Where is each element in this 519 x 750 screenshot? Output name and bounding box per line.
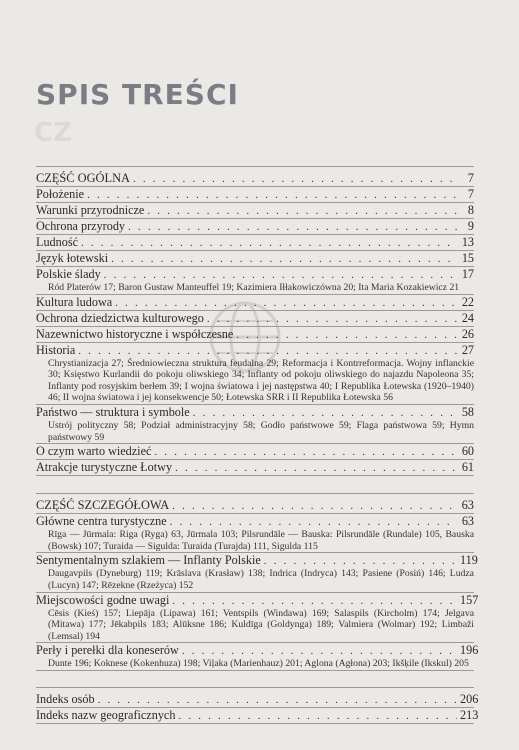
toc-entry xyxy=(36,444,474,460)
index-section xyxy=(36,687,479,724)
leader-dots xyxy=(193,406,457,421)
leader-dots xyxy=(81,236,457,251)
toc-entry-row[interactable] xyxy=(36,444,474,459)
toc-subentries: Cēsis (Kieś) 157; Liepāja (Lipawa) 161; Ventspils (Windawa) 169; Salaspils (Kircholm) 174; Jelgava (Mitawa) 177; Jēkabpils 183; Alūksne 186; Kuldīga (Goldynga) 189; Valmiera (Wolmar) 192; Limbaži (Lemsal) 194 xyxy=(48,607,474,642)
toc-entry-row[interactable] xyxy=(36,553,478,568)
toc-page-number: 60 xyxy=(461,444,474,459)
toc-label: Główne centra turystyczne xyxy=(36,514,167,529)
toc-heading-part2[interactable] xyxy=(36,498,474,514)
leader-dots xyxy=(111,252,457,267)
leader-dots xyxy=(175,461,457,476)
toc-label: CZĘŚĆ OGÓLNA xyxy=(36,171,130,185)
toc-page-number: 157 xyxy=(460,592,479,607)
part2-section xyxy=(36,493,479,671)
toc-entry-row[interactable] xyxy=(36,251,474,266)
leader-dots xyxy=(182,644,457,659)
toc-label: Miejscowości godne uwagi xyxy=(36,592,170,607)
toc-entry-row[interactable] xyxy=(36,219,474,234)
leader-dots xyxy=(264,554,457,569)
leader-dots xyxy=(170,515,457,530)
toc-page-number: 27 xyxy=(461,342,474,357)
toc-entry xyxy=(36,235,474,251)
leader-dots xyxy=(172,499,457,514)
toc-subentries: Ustrój polityczny 58; Podział administracyjny 58; Godło państwowe 59; Flaga państwowa 59; Hymn państwowy 59 xyxy=(48,419,474,443)
leader-dots xyxy=(87,188,457,203)
toc-page-number: 196 xyxy=(460,643,479,658)
part2-entries xyxy=(36,514,479,671)
toc-subentries: Dunte 196; Koknese (Kokenhuza) 198; Viļaka (Marienhauz) 201; Aglona (Agłona) 203; Ikšķile (Ikskul) 205 xyxy=(48,658,469,670)
toc-entry-row[interactable] xyxy=(36,187,474,202)
page-title: SPIS TREŚCI xyxy=(36,78,239,111)
toc-page-number: 24 xyxy=(461,310,474,325)
toc-label: Warunki przyrodnicze xyxy=(36,203,145,217)
toc-entry-row[interactable] xyxy=(36,514,474,529)
toc-page-number: 9 xyxy=(467,219,474,233)
ghost-text: CZ xyxy=(34,118,72,148)
toc-label: CZĘŚĆ SZCZEGÓŁOWA xyxy=(36,498,170,513)
toc-entry xyxy=(36,343,474,405)
toc-page-number: 63 xyxy=(461,498,474,513)
toc-entry xyxy=(36,219,474,235)
toc-page-number: 26 xyxy=(461,326,474,341)
toc-entry-row[interactable] xyxy=(36,343,474,358)
toc-subentries: Daugavpils (Dyneburg) 119; Krāslava (Krasław) 138; Indrica (Indryca) 143; Pasiene (Posiń) 146; Ludza (Lucyn) 147; Rēzekne (Rzeżyca) 152 xyxy=(48,568,474,591)
toc-label: Perły i perełki dla koneserów xyxy=(36,643,179,658)
toc-page-number: 13 xyxy=(461,235,474,249)
toc-label: Nazewnictwo historyczne i współczesne xyxy=(36,326,234,341)
leader-dots xyxy=(147,204,457,219)
toc-entry xyxy=(36,405,474,444)
toc-subentries: Ród Platerów 17; Baron Gustaw Manteuffel 19; Kazimiera Iłłakowiczówna 20; Ita Maria Kozakiewicz 21 xyxy=(48,282,460,293)
toc-entry xyxy=(36,514,474,553)
toc-entry-row[interactable] xyxy=(36,311,474,326)
toc-page-number: 22 xyxy=(461,294,474,309)
part1-section xyxy=(36,166,474,476)
toc-entry xyxy=(36,643,479,671)
toc-entry xyxy=(36,553,478,592)
toc-entry xyxy=(36,707,479,724)
leader-dots xyxy=(236,328,457,343)
toc-subentries: Chrystianizacja 27; Średniowieczna struktura feudalna 29; Reformacja i Kontrreformacja. Wojny inflanckie 30; Księstwo Kurlandii do pokoju oliwskiego 34; Inflanty od pokoju oliwskiego do najazdu Napoleona 35; Inflanty pod rosyjskim berłem 39; I wojna światowa i jej następstwa 40; I Republika Łotewska (1920–1940) 46; II wojna światowa i jej konsekwencje 50; Łotewska SRR i II Republika Łotewska 56 xyxy=(48,357,474,404)
toc-entry xyxy=(36,460,474,476)
toc-label: Kultura ludowa xyxy=(36,294,113,309)
part1-entries xyxy=(36,187,474,476)
toc-entry-row[interactable] xyxy=(36,707,479,723)
toc-page-number: 206 xyxy=(460,691,479,706)
toc-page-number: 119 xyxy=(460,553,478,568)
leader-dots xyxy=(128,220,457,235)
toc-label: O czym warto wiedzieć xyxy=(36,444,152,459)
leader-dots xyxy=(172,594,457,609)
leader-dots xyxy=(178,709,457,724)
toc-label: Atrakcje turystyczne Łotwy xyxy=(36,460,173,475)
toc-label: Polskie ślady xyxy=(36,267,101,281)
toc-heading-part1[interactable] xyxy=(36,171,474,187)
leader-dots xyxy=(98,693,457,708)
toc-entry-row[interactable] xyxy=(36,643,479,658)
toc-entry-row[interactable] xyxy=(36,267,474,282)
toc-entry-row[interactable] xyxy=(36,203,474,218)
toc-entry-row[interactable] xyxy=(36,691,479,707)
toc-page-number: 7 xyxy=(467,187,474,201)
leader-dots xyxy=(115,296,457,311)
toc-entry-row[interactable] xyxy=(36,295,474,310)
toc-entry-row[interactable] xyxy=(36,235,474,250)
toc-label: Ochrona przyrody xyxy=(36,219,126,233)
toc-label: Ochrona dziedzictwa kulturowego xyxy=(36,310,204,325)
leader-dots xyxy=(133,172,457,187)
toc-entry xyxy=(36,311,474,327)
toc-page-number: 58 xyxy=(461,404,474,419)
toc-page-number: 213 xyxy=(460,707,479,722)
toc-page-number: 7 xyxy=(467,171,474,185)
toc-entry xyxy=(36,592,479,644)
toc-label: Historia xyxy=(36,342,76,357)
toc-page-number: 61 xyxy=(461,460,474,475)
toc-entry-row[interactable] xyxy=(36,592,479,608)
toc-label: Ludność xyxy=(36,235,78,249)
toc-entry xyxy=(36,267,474,295)
leader-dots xyxy=(78,344,457,359)
toc-label: Indeks osób xyxy=(36,691,95,706)
toc-subentries: Rīga — Jūrmala: Riga (Ryga) 63, Jūrmala 103; Pilsrundāle — Bauska: Pilsrundāle (Rundale) 105, Bauska (Bowsk) 107; Turaida — Sigulda: Turaida (Turajda) 111, Sigulda 115 xyxy=(48,529,474,552)
toc-entry-row[interactable] xyxy=(36,327,474,342)
leader-dots xyxy=(207,312,457,327)
toc-label: Język łotewski xyxy=(36,251,109,265)
toc-page-number: 63 xyxy=(461,514,474,529)
toc-entry xyxy=(36,187,474,203)
toc-label: Sentymentalnym szlakiem — Inflanty Polskie xyxy=(36,553,261,568)
toc-entry-row[interactable] xyxy=(36,460,474,475)
leader-dots xyxy=(154,445,457,460)
toc-page-number: 17 xyxy=(461,267,474,281)
toc-entry-row[interactable] xyxy=(36,405,474,420)
toc-page-number: 15 xyxy=(461,251,474,265)
toc-entry xyxy=(36,691,479,708)
table-of-contents xyxy=(36,166,479,724)
toc-entry xyxy=(36,251,474,267)
toc-label: Położenie xyxy=(36,187,85,201)
toc-label: Indeks nazw geograficznych xyxy=(36,707,176,722)
leader-dots xyxy=(104,268,457,283)
toc-page-number: 8 xyxy=(467,203,474,217)
toc-entry xyxy=(36,327,474,343)
toc-label: Państwo — struktura i symbole xyxy=(36,404,190,419)
toc-entry xyxy=(36,295,474,311)
toc-entry xyxy=(36,203,474,219)
